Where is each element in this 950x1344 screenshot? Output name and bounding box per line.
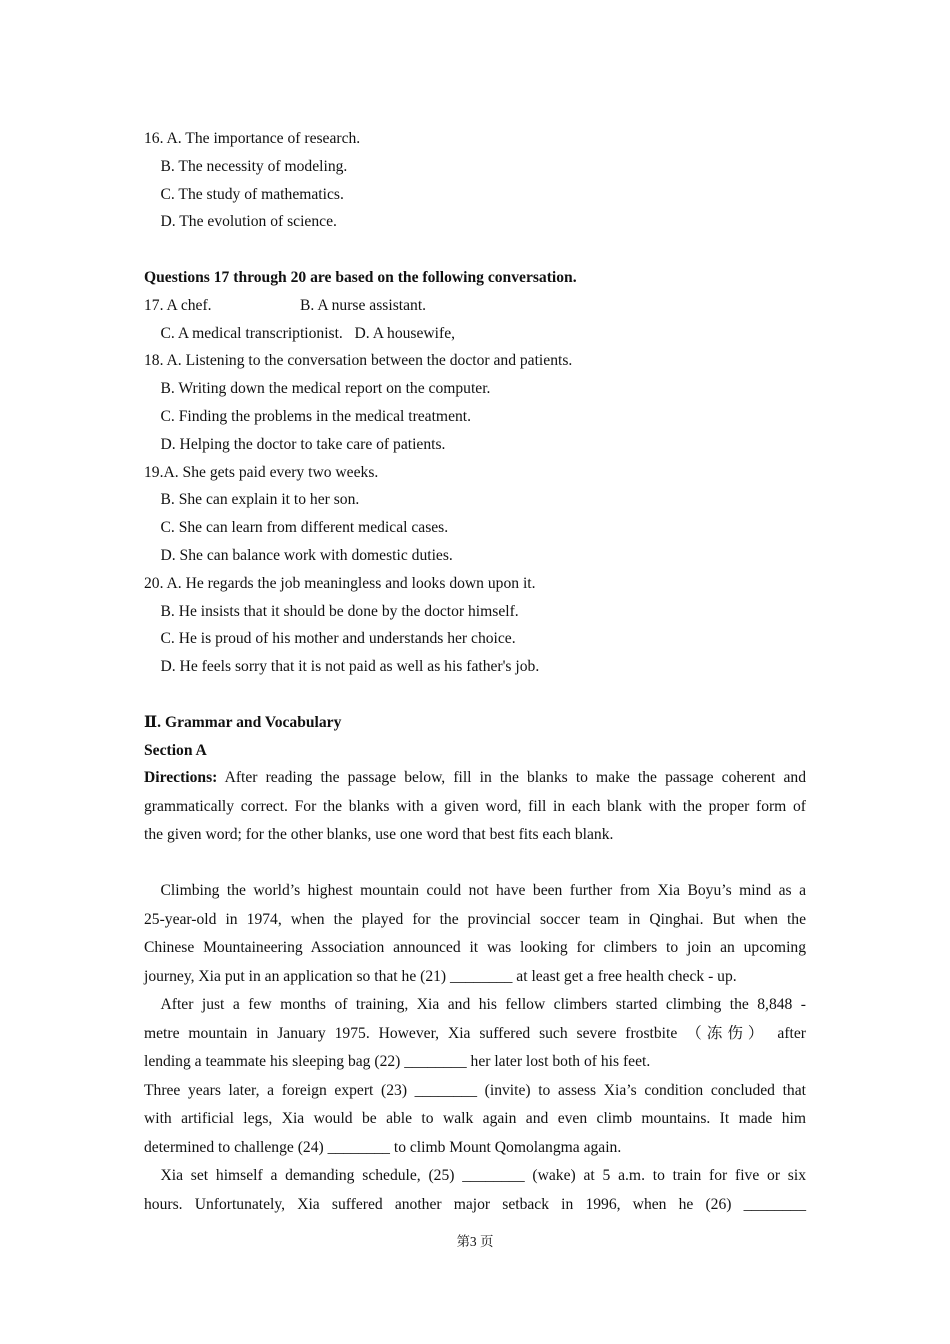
directions-block (144, 764, 806, 850)
spacer (144, 850, 806, 878)
q17-row-ab (144, 292, 806, 320)
passage-line: lending a teammate his sleeping bag (22) ________ her later lost both of his feet. (144, 1053, 651, 1071)
passage-line: determined to challenge (24) ________ to climb Mount Qomolangma again. (144, 1138, 622, 1156)
q16-option-b: B. The necessity of modeling. (160, 157, 348, 175)
page-content (144, 125, 806, 1219)
conversation-heading: Questions 17 through 20 are based on the following conversation. (144, 268, 577, 286)
q20-option-d: D. He feels sorry that it is not paid as well as his father's job. (160, 658, 540, 676)
q16-option-a: 16. A. The importance of research. (144, 130, 361, 147)
page-number: 第3 页 (456, 1234, 494, 1249)
q16-option-c: C. The study of mathematics. (160, 185, 344, 203)
passage-line: Xia set himself a demanding schedule, (25) ________ (wake) at 5 a.m. to train for five or six (160, 1167, 806, 1185)
q17-option-a: 17. A chef. (144, 296, 212, 314)
passage-line: Chinese Mountaineering Association announced it was looking for climbers to join an upcoming (144, 939, 806, 957)
passage-line: with artificial legs, Xia would be able to walk again and even climb mountains. It made him (144, 1110, 806, 1128)
q20-option-a: 20. A. He regards the job meaningless and looks down upon it. (144, 574, 536, 592)
directions-line-3: the given word; for the other blanks, use one word that best fits each blank. (144, 826, 614, 844)
q19-option-c: C. She can learn from different medical cases. (160, 519, 449, 537)
passage-line: After just a few months of training, Xia and his fellow climbers started climbing the 8,848 - (160, 996, 806, 1014)
q17-option-cd: C. A medical transcriptionist. D. A housewife, (160, 324, 456, 342)
passage-line: Climbing the world’s highest mountain could not have been further from Xia Boyu’s mind as a (160, 882, 806, 900)
q19-option-b: B. She can explain it to her son. (160, 491, 360, 509)
passage-line: 25-year-old in 1974, when the played for the provincial soccer team in Qinghai. But when the (144, 910, 806, 928)
passage-paragraph-3 (144, 1077, 806, 1163)
passage-line: hours. Unfortunately, Xia suffered another major setback in 1996, when he (26) ________ (144, 1195, 806, 1213)
passage-line: journey, Xia put in an application so that he (21) ________ at least get a free health check - up. (144, 967, 737, 985)
passage-line: metre mountain in January 1975. However, Xia suffered such severe frostbite （冻伤） after (144, 1024, 806, 1042)
section-a-label: Section A (144, 741, 207, 759)
q20-option-c: C. He is proud of his mother and understands her choice. (160, 630, 516, 648)
q18-option-c: C. Finding the problems in the medical treatment. (160, 407, 472, 425)
q19-option-d: D. She can balance work with domestic duties. (160, 546, 453, 564)
section-title: Ⅱ. Grammar and Vocabulary (144, 713, 342, 731)
directions-label: Directions: (144, 769, 218, 787)
q17-option-b: B. A nurse assistant. (300, 296, 427, 314)
q20-option-b: B. He insists that it should be done by the doctor himself. (160, 602, 519, 620)
passage-paragraph-4 (144, 1162, 806, 1219)
q18-option-b: B. Writing down the medical report on the computer. (160, 380, 491, 398)
q18-option-a: 18. A. Listening to the conversation between the doctor and patients. (144, 352, 573, 370)
spacer (144, 236, 806, 264)
directions-line-1: Directions: After reading the passage below, fill in the blanks to make the passage coherent and (144, 769, 806, 787)
q16-option-d: D. The evolution of science. (160, 213, 337, 231)
passage-paragraph-1 (144, 877, 806, 991)
q19-option-a: 19.A. She gets paid every two weeks. (144, 463, 379, 481)
passage-line: Three years later, a foreign expert (23) ________ (invite) to assess Xia’s condition concluded that (144, 1081, 806, 1099)
passage-paragraph-2 (144, 991, 806, 1077)
directions-line-2: grammatically correct. For the blanks with a given word, fill in each blank with the proper form of (144, 797, 806, 815)
q18-option-d: D. Helping the doctor to take care of patients. (160, 435, 446, 453)
spacer (144, 681, 806, 709)
